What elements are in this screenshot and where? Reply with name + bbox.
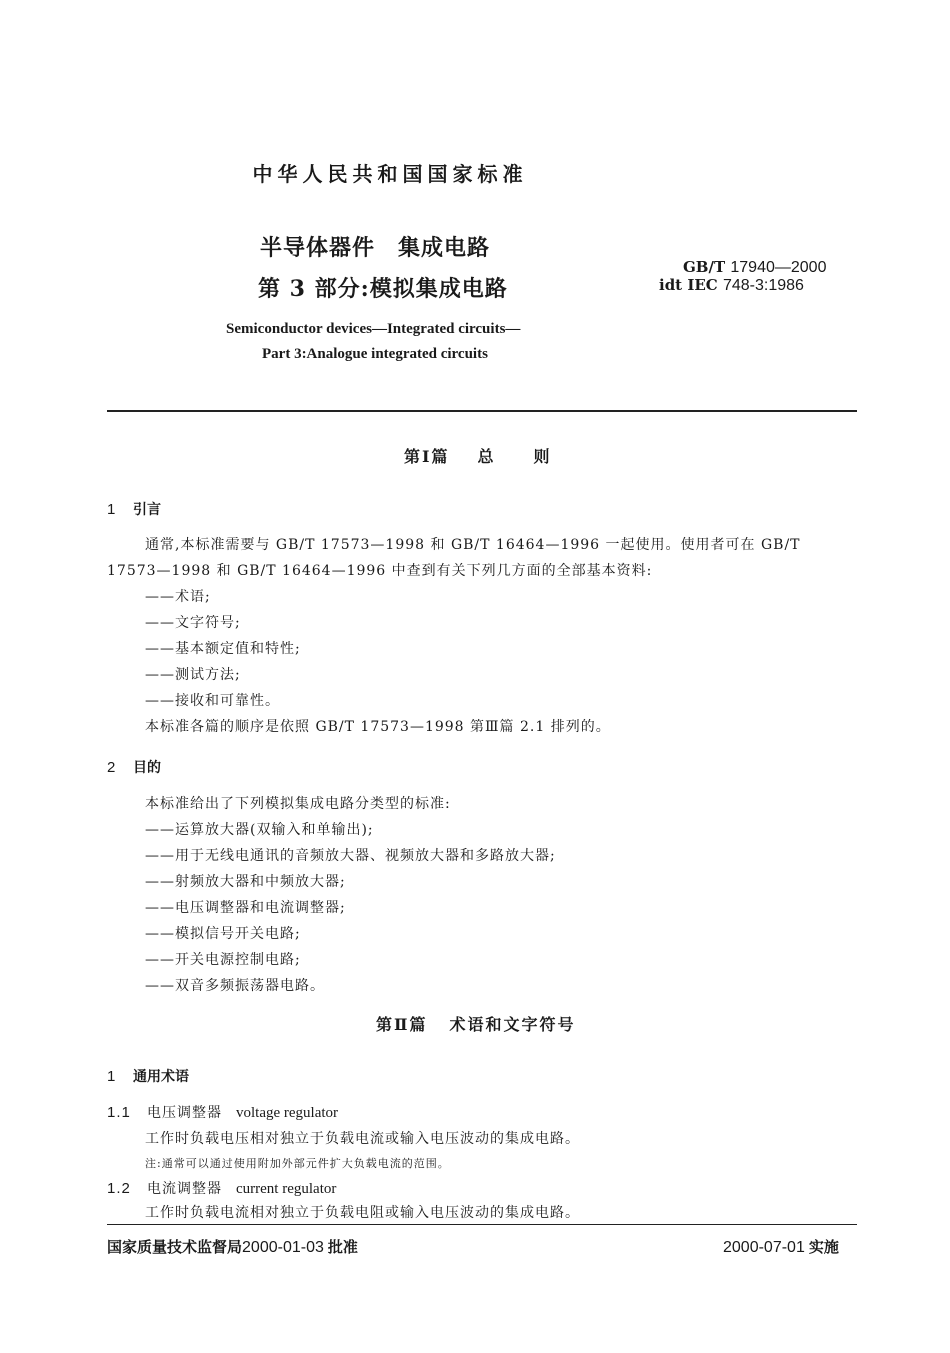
list-item: ——运算放大器(双输入和单输出); [145, 822, 374, 838]
section-number: 1 [107, 1068, 116, 1085]
list-item: ——文字符号; [145, 615, 241, 631]
list-item: ——射频放大器和中频放大器; [145, 874, 346, 890]
idt-reference [659, 276, 804, 295]
effective-date: 2000-07-01 [723, 1239, 805, 1256]
approved-label: 批准 [327, 1238, 358, 1256]
section-heading-general-terms [107, 1066, 189, 1086]
section-title: 通用术语 [133, 1069, 189, 1085]
section-heading-intro [107, 499, 161, 519]
national-standard-label: 中华人民共和国国家标准 [252, 162, 528, 186]
title-en-line1: Semiconductor devices—Integrated circuits— [226, 321, 521, 337]
list-item: ——电压调整器和电流调整器; [145, 900, 346, 916]
part1-heading [404, 444, 552, 467]
term-definition: 工作时负载电流相对独立于负载电阻或输入电压波动的集成电路。 [145, 1205, 580, 1221]
part2-heading-num: 第Ⅱ篇 [376, 1015, 428, 1034]
list-item: ——术语; [145, 589, 211, 605]
issuer: 国家质量技术监督局 [107, 1238, 243, 1256]
idt-label: idt IEC [659, 276, 718, 294]
part1-heading-word2: 则 [533, 447, 552, 466]
section-title: 引言 [133, 502, 161, 518]
section-title: 目的 [133, 760, 161, 776]
term-cn: 电流调整器 [147, 1181, 222, 1197]
part1-heading-num: 第Ⅰ篇 [404, 447, 450, 466]
term-en: current regulator [236, 1181, 337, 1197]
paragraph-line: 通常,本标准需要与 GB/T 17573—1998 和 GB/T 16464—1996 一起使用。使用者可在 GB/T [145, 537, 801, 553]
part2-heading [376, 1012, 576, 1035]
approved-date: 2000-01-03 [242, 1239, 324, 1256]
standard-number [683, 258, 826, 277]
section-number: 1 [107, 501, 116, 518]
term-entry [107, 1102, 338, 1122]
paragraph-line: 17573—1998 和 GB/T 16464—1996 中查到有关下列几方面的全部基本资料: [107, 563, 653, 579]
part2-heading-title: 术语和文字符号 [449, 1015, 576, 1034]
title-cn-line2: 第 3 部分:模拟集成电路 [258, 276, 508, 302]
term-number: 1.1 [107, 1104, 131, 1121]
standard-label: GB/T [683, 258, 726, 276]
list-item: ——模拟信号开关电路; [145, 926, 301, 942]
paragraph-line: 本标准各篇的顺序是依照 GB/T 17573—1998 第Ⅲ篇 2.1 排列的。 [145, 719, 611, 735]
effective-label: 实施 [808, 1238, 839, 1256]
title-cn-line1: 半导体器件 集成电路 [260, 235, 491, 261]
standard-number-value: 17940—2000 [730, 259, 827, 276]
term-cn: 电压调整器 [147, 1105, 222, 1121]
footer-divider [107, 1224, 857, 1225]
term-en: voltage regulator [236, 1105, 339, 1121]
section-number: 2 [107, 759, 116, 776]
paragraph-line: 本标准给出了下列模拟集成电路分类型的标准: [145, 796, 451, 812]
list-item: ——基本额定值和特性; [145, 641, 301, 657]
list-item: ——开关电源控制电路; [145, 952, 301, 968]
term-entry [107, 1178, 336, 1198]
list-item: ——双音多频振荡器电路。 [145, 978, 325, 994]
list-item: ——接收和可靠性。 [145, 693, 280, 709]
term-number: 1.2 [107, 1180, 131, 1197]
term-note: 注:通常可以通过使用附加外部元件扩大负载电流的范围。 [145, 1157, 450, 1170]
approval-line [107, 1236, 358, 1257]
list-item: ——测试方法; [145, 667, 241, 683]
list-item: ——用于无线电通讯的音频放大器、视频放大器和多路放大器; [145, 848, 556, 864]
part1-heading-word1: 总 [477, 447, 496, 466]
title-en-line2: Part 3:Analogue integrated circuits [262, 346, 488, 362]
idt-number-value: 748-3:1986 [722, 277, 804, 294]
section-heading-purpose [107, 757, 161, 777]
header-divider [107, 410, 857, 412]
term-definition: 工作时负载电压相对独立于负载电流或输入电压波动的集成电路。 [145, 1131, 580, 1147]
effective-line [723, 1236, 839, 1257]
